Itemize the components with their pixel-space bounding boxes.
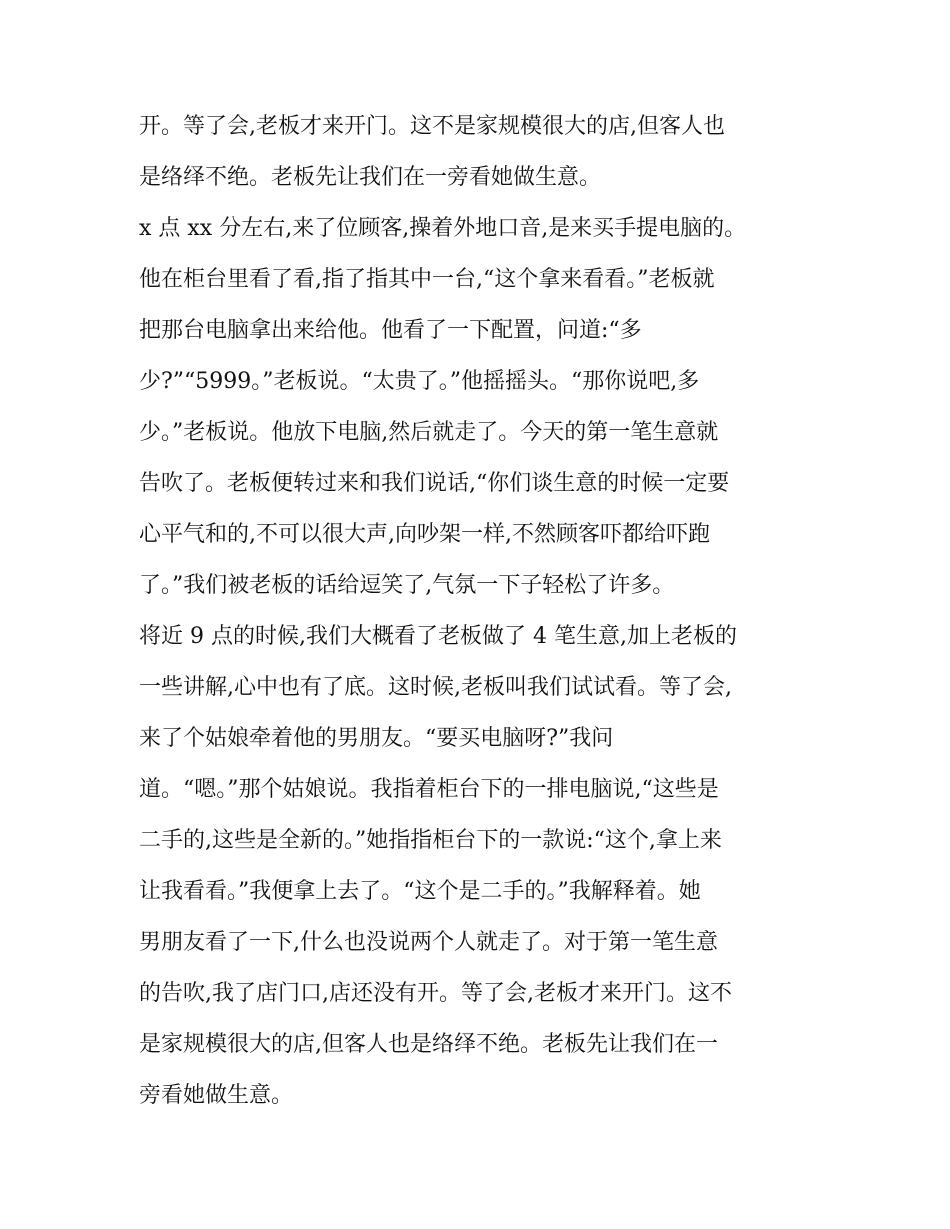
text-line: 少。”老板说。他放下电脑,然后就走了。今天的第一笔生意就 [139,420,719,445]
text-line: 二手的,这些是全新的。”她指指柜台下的一款说:“这个,拿上来 [139,828,722,853]
text-line: 开。等了会,老板才来开门。这不是家规模很大的店,但客人也 [139,114,725,139]
text-line: 是络绎不绝。老板先让我们在一旁看她做生意。 [139,165,602,190]
text-line: 来了个姑娘牵着他的男朋友。“要买电脑呀?”我问 [139,726,614,751]
text-line: 将近 9 点的时候,我们大概看了老板做了 4 笔生意,加上老板的 [139,624,737,649]
text-line: 旁看她做生意。 [139,1083,294,1108]
text-line: 告吹了。老板便转过来和我们说话,“你们谈生意的时候一定要 [139,471,730,496]
text-line: x 点 xx 分左右,来了位顾客,操着外地口音,是来买手提电脑的。 [139,216,747,241]
text-line: 的告吹,我了店门口,店还没有开。等了会,老板才来开门。这不 [139,981,732,1006]
text-line: 是家规模很大的店,但客人也是络绎不绝。老板先让我们在一 [139,1032,718,1057]
text-line: 心平气和的,不可以很大声,向吵架一样,不然顾客吓都给吓跑 [139,522,710,547]
body-text [139,101,819,1121]
text-line: 把那台电脑拿出来给他。他看了一下配置，问道:“多 [139,318,642,343]
text-line: 一些讲解,心中也有了底。这时候,老板叫我们试试看。等了会, [139,675,732,700]
text-line: 让我看看。”我便拿上去了。“这个是二手的。”我解释着。她 [139,879,701,904]
text-line: 男朋友看了一下,什么也没说两个人就走了。对于第一笔生意 [139,930,718,955]
text-line: 道。“嗯。”那个姑娘说。我指着柜台下的一排电脑说,“这些是 [139,777,719,802]
text-line: 少?”“5999。”老板说。“太贵了。”他摇摇头。“那你说吧,多 [139,369,700,394]
text-line: 他在柜台里看了看,指了指其中一台,“这个拿来看看。”老板就 [139,267,715,292]
text-line: 了。”我们被老板的话给逗笑了,气氛一下子轻松了许多。 [139,573,675,598]
